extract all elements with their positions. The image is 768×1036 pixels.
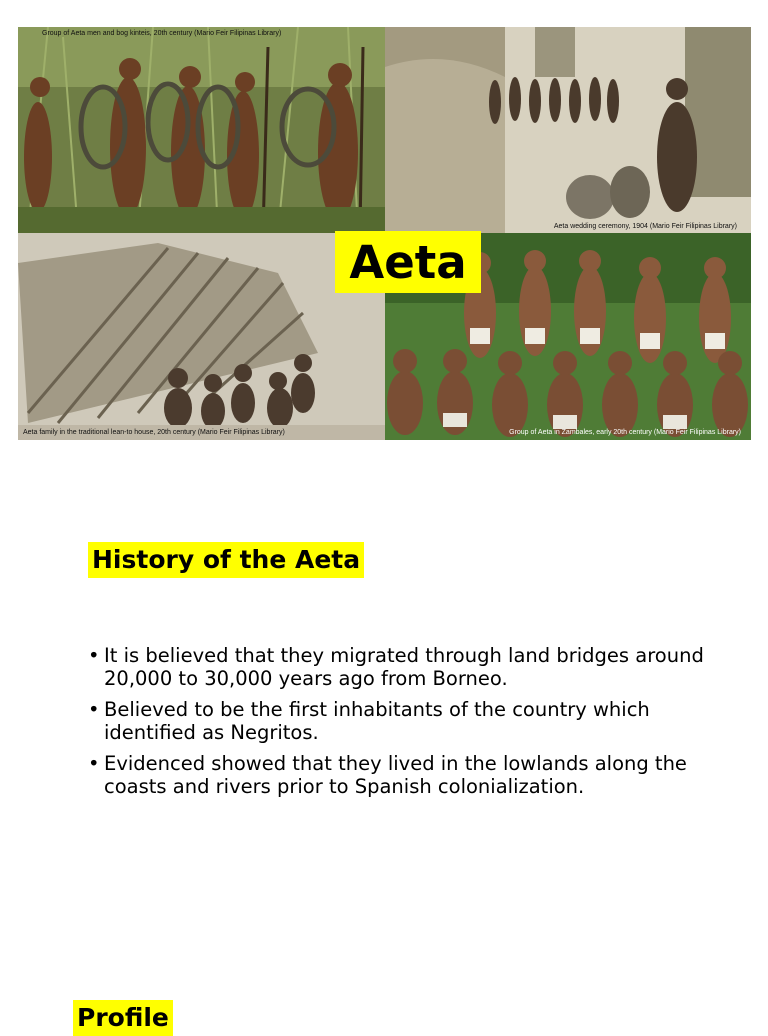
lean-to-illustration: [18, 233, 385, 440]
caption-wedding: Aeta wedding ceremony, 1904 (Mario Feir Filipinas Library): [553, 223, 737, 230]
hunters-illustration: [18, 27, 385, 233]
caption-zambales: Group of Aeta in Zambales, early 20th century (Mario Feir Filipinas Library): [509, 429, 741, 436]
photo-collage: [18, 27, 751, 440]
bullet-text: Evidenced showed that they lived in the lowlands along the coasts and rivers prior to Spanish colonialization.: [104, 752, 687, 798]
photo-wedding-ceremony: [385, 27, 751, 233]
profile-heading: Profile: [73, 1000, 173, 1036]
bullet-text: It is believed that they migrated through land bridges around 20,000 to 30,000 years ago from Borneo.: [104, 644, 704, 690]
list-item: [88, 698, 728, 744]
photo-aeta-hunters: [18, 27, 385, 233]
history-heading: History of the Aeta: [88, 542, 364, 578]
history-bullet-list: [88, 644, 728, 806]
list-item: [88, 752, 728, 798]
bullet-text: Believed to be the first inhabitants of the country which identified as Negritos.: [104, 698, 650, 744]
bullet-glyph: •: [88, 752, 100, 775]
title-highlight: [335, 231, 481, 293]
caption-lean-to: Aeta family in the traditional lean-to house, 20th century (Mario Feir Filipinas Library): [23, 429, 285, 436]
wedding-illustration: [385, 27, 751, 233]
list-item: [88, 644, 728, 690]
caption-hunters: Group of Aeta men and bog kinteis, 20th century (Mario Feir Filipinas Library): [42, 30, 282, 37]
bullet-glyph: •: [88, 698, 100, 721]
bullet-glyph: •: [88, 644, 100, 667]
page-title: Aeta: [349, 235, 467, 289]
photo-lean-to-house: [18, 233, 385, 440]
